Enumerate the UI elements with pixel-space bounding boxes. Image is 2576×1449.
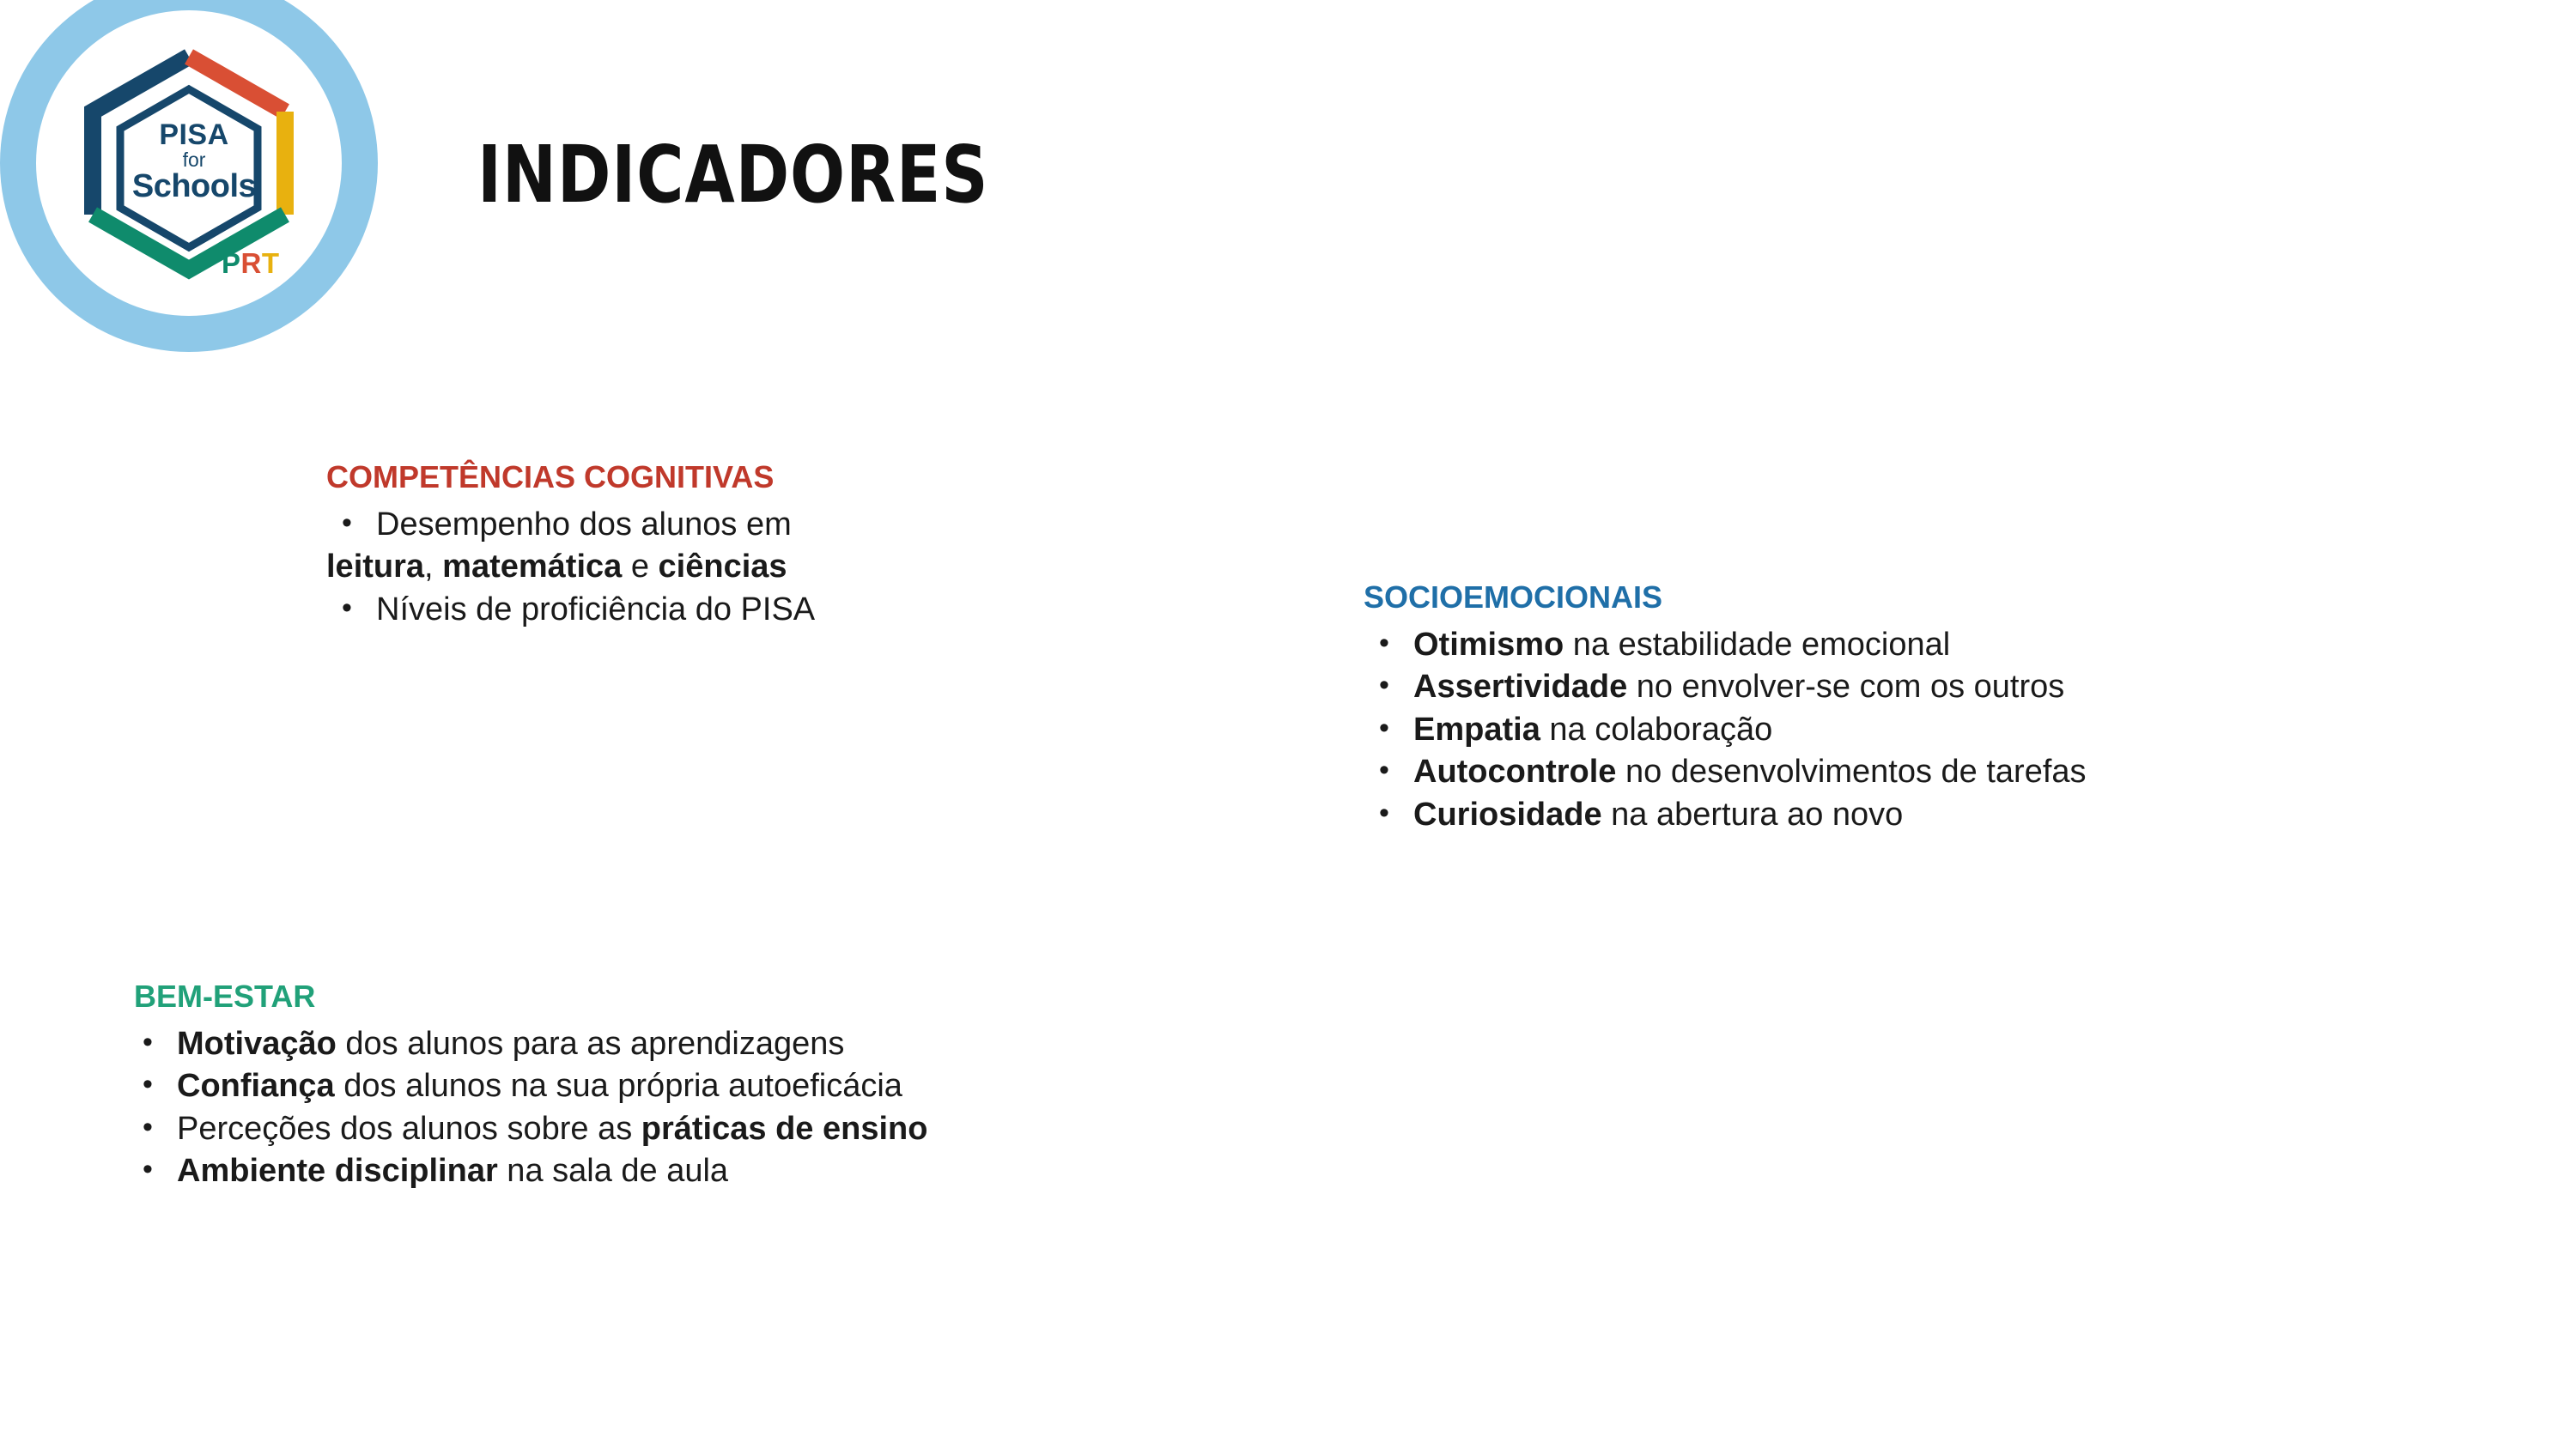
logo-country-code [222,247,280,280]
list-item-text: Confiança [177,1068,335,1105]
list-item-text: práticas de ensino [641,1110,928,1147]
list-item [1364,666,2087,708]
list-item-text: na sala de aula [497,1153,729,1190]
section-socioemocionais [1364,579,2087,836]
list-item [127,1023,927,1065]
section-heading-bem-estar: BEM-ESTAR [134,979,316,1014]
list-item [127,1065,927,1107]
list-item-text: Curiosidade [1413,796,1602,833]
logo-country-letter-p: P [222,247,241,279]
list-item [326,589,815,631]
list-item-text: dos alunos para as aprendizagens [336,1026,845,1062]
list-item-text: Perceções dos alunos sobre as [177,1110,641,1147]
list-item-text: Otimismo [1413,627,1564,663]
list-item [326,504,815,546]
list-item-text: Empatia [1413,711,1540,748]
list-item-text: na abertura ao novo [1601,796,1904,833]
list-item-text: na colaboração [1540,711,1773,748]
list-item-text: no desenvolvimentos de tarefas [1616,754,2087,791]
list-item-text: matemática [442,549,623,585]
logo-line-schools: Schools [131,168,257,205]
list-item-text: Ambiente disciplinar [177,1153,498,1190]
list-item-text: Motivação [177,1026,337,1062]
list-item-text: no envolver-se com os outros [1627,669,2065,706]
list-item-text: na estabilidade emocional [1564,627,1951,663]
list-item-text: dos alunos na sua própria autoeficácia [334,1068,902,1105]
section-heading-competencias-cognitivas: COMPETÊNCIAS COGNITIVAS [326,459,775,494]
list-item [1364,794,2087,836]
list-item-text: Níveis de proficiência do PISA [376,591,816,627]
list-item [1364,624,2087,666]
list-item-text: ciências [658,549,787,585]
section-bem-estar [127,979,927,1193]
list-item-text: Autocontrole [1413,754,1617,791]
logo-country-letter-t: T [261,247,280,279]
logo-country-letter-r: R [240,247,262,279]
pisa-for-schools-logo [0,0,378,378]
logo-line-for: for [182,148,206,171]
list-bem-estar [127,1023,927,1193]
page-title: INDICADORES [477,129,989,221]
list-competencias-cognitivas [326,504,815,631]
list-item-text: leitura [326,549,425,585]
list-item [1364,709,2087,751]
list-item [326,546,815,588]
list-item [127,1108,927,1150]
list-item [127,1150,927,1192]
section-heading-socioemocionais: SOCIOEMOCIONAIS [1364,579,1663,615]
list-item-text: , [424,549,443,585]
list-item [1364,751,2087,793]
list-socioemocionais [1364,624,2087,836]
list-item-text: e [622,549,659,585]
section-competencias-cognitivas [326,459,815,631]
list-item-text: Desempenho dos alunos em [376,506,792,543]
list-item-text: Assertividade [1413,669,1628,706]
logo-line-pisa: PISA [159,118,229,151]
